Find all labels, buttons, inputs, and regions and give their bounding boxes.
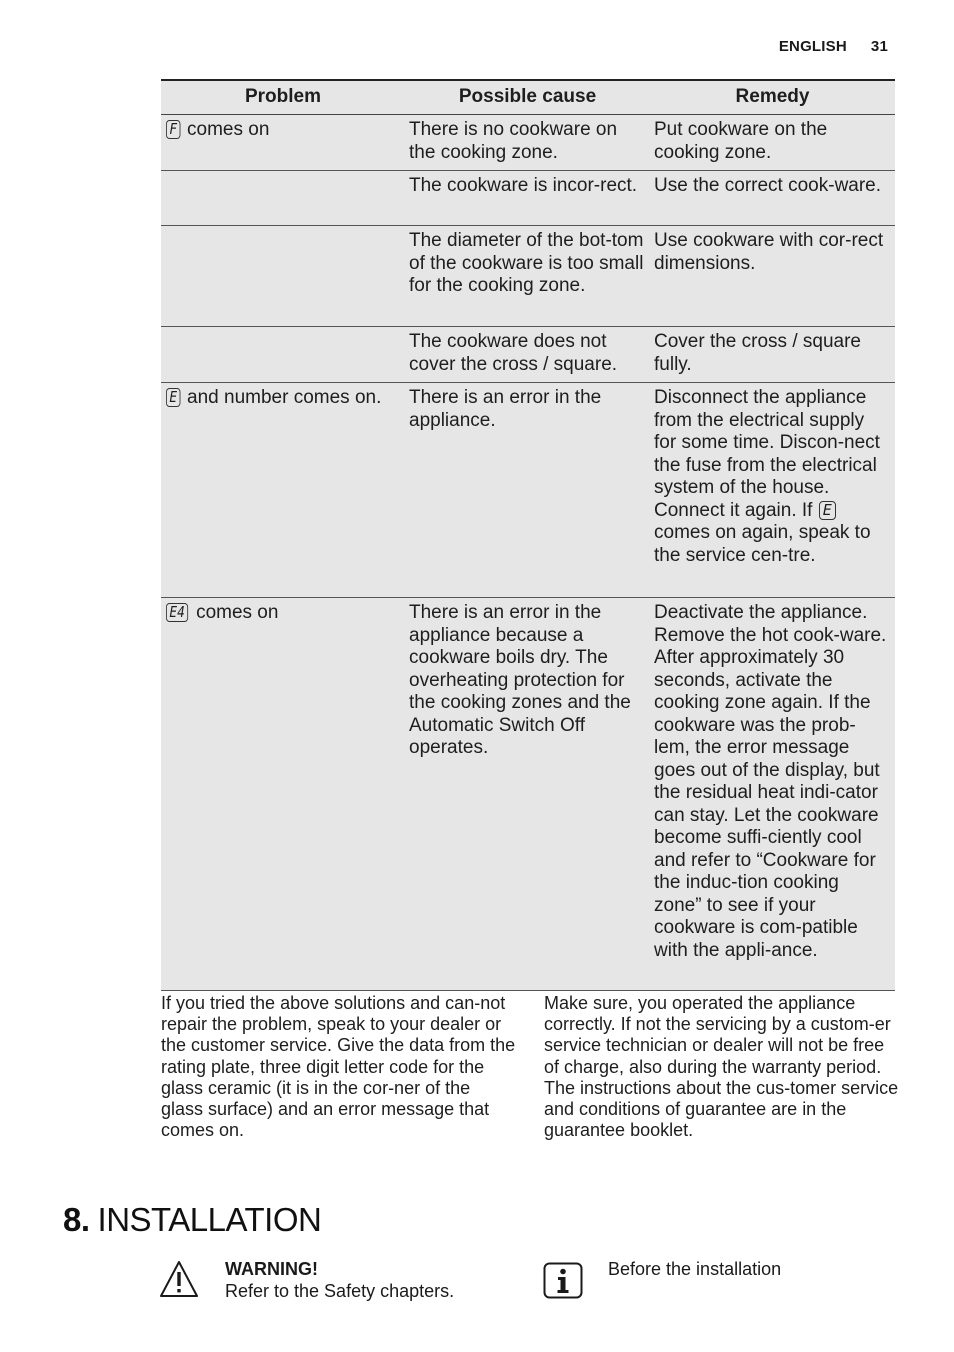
problem-cell xyxy=(161,598,405,991)
info-icon xyxy=(543,1262,583,1304)
remedy-cell: Deactivate the appliance. Remove the hot cook-ware. After approximately 30 seconds, activate the cooking zone again. If the cookware was the prob-lem, the error message goes out of the display, but the residual heat indi-cator can stay. Let the cookware become suffi-ciently cool and refer to “Cookware for the induc-tion cooking zone” to see if your cookware is com-patible with the appli-ance. xyxy=(650,598,895,991)
warning-title: WARNING! xyxy=(225,1259,318,1279)
problem-text: and number comes on. xyxy=(187,387,382,408)
problem-cell xyxy=(161,171,405,226)
problem-cell xyxy=(161,383,405,598)
display-code-e4: E4 xyxy=(166,603,188,622)
troubleshooting-table xyxy=(161,79,895,991)
info-text: Before the installation xyxy=(608,1259,782,1279)
problem-cell xyxy=(161,115,405,171)
warning-text: Refer to the Safety chapters. xyxy=(225,1281,455,1301)
language-label: ENGLISH xyxy=(778,38,847,55)
warranty-note-text: Make sure, you operated the appliance correctly. If not the servicing by a custom-er service technician or dealer will not be free of charge, also during the warranty period. The instructions about the cus-tomer service and conditions of guarantee are in the guarantee booklet. xyxy=(544,993,899,1141)
chapter-number: 8. xyxy=(63,1201,90,1238)
remedy-cell: Cover the cross / square fully. xyxy=(650,327,895,383)
display-code-e: E xyxy=(166,388,180,407)
remedy-text: Disconnect the appliance from the electrical supply for some time. Discon-nect the fuse from the electrical system of the house. Connect it again. xyxy=(654,387,880,521)
cause-cell: There is no cookware on the cooking zone. xyxy=(405,115,650,171)
page-header xyxy=(779,38,888,55)
table-row xyxy=(161,327,895,383)
problem-cell xyxy=(161,327,405,383)
display-code-e: E xyxy=(819,501,836,520)
problem-text: comes on xyxy=(196,602,279,623)
table-row xyxy=(161,226,895,327)
cause-cell: The diameter of the bot-tom of the cookware is too small for the cooking zone. xyxy=(405,226,650,327)
table-row xyxy=(161,383,895,598)
chapter-heading xyxy=(63,1201,321,1239)
problem-text: comes on xyxy=(187,119,270,140)
cause-cell: The cookware does not cover the cross / square. xyxy=(405,327,650,383)
cause-cell: The cookware is incor-rect. xyxy=(405,171,650,226)
table-row xyxy=(161,115,895,171)
column-header-remedy: Remedy xyxy=(650,80,895,115)
display-code-f: F xyxy=(166,120,180,139)
column-header-cause: Possible cause xyxy=(405,80,650,115)
cause-cell: There is an error in the appliance. xyxy=(405,383,650,598)
service-advice-text: If you tried the above solutions and can-not repair the problem, speak to your dealer or the customer service. Give the data from the rating plate, three digit letter code for the glass ceramic (it is in the cor-ner of the glass surface) and an error message that comes on. xyxy=(161,993,516,1141)
cause-cell: There is an error in the appliance because a cookware boils dry. The overheating protection for the cooking zones and the Automatic Switch Off operates. xyxy=(405,598,650,991)
table-header-row xyxy=(161,80,895,115)
table-row xyxy=(161,171,895,226)
remedy-text-if: If xyxy=(801,499,813,521)
remedy-cell: Use the correct cook-ware. xyxy=(650,171,895,226)
remedy-cell: Use cookware with cor-rect dimensions. xyxy=(650,226,895,327)
column-header-problem: Problem xyxy=(161,80,405,115)
warning-triangle-icon xyxy=(159,1260,199,1303)
remedy-cell: Put cookware on the cooking zone. xyxy=(650,115,895,171)
chapter-title: INSTALLATION xyxy=(97,1201,322,1238)
problem-cell xyxy=(161,226,405,327)
remedy-text-after: comes on again, speak to the service cen-tre. xyxy=(654,522,871,566)
table-row xyxy=(161,598,895,991)
page-number: 31 xyxy=(870,38,888,55)
remedy-cell xyxy=(650,383,895,598)
